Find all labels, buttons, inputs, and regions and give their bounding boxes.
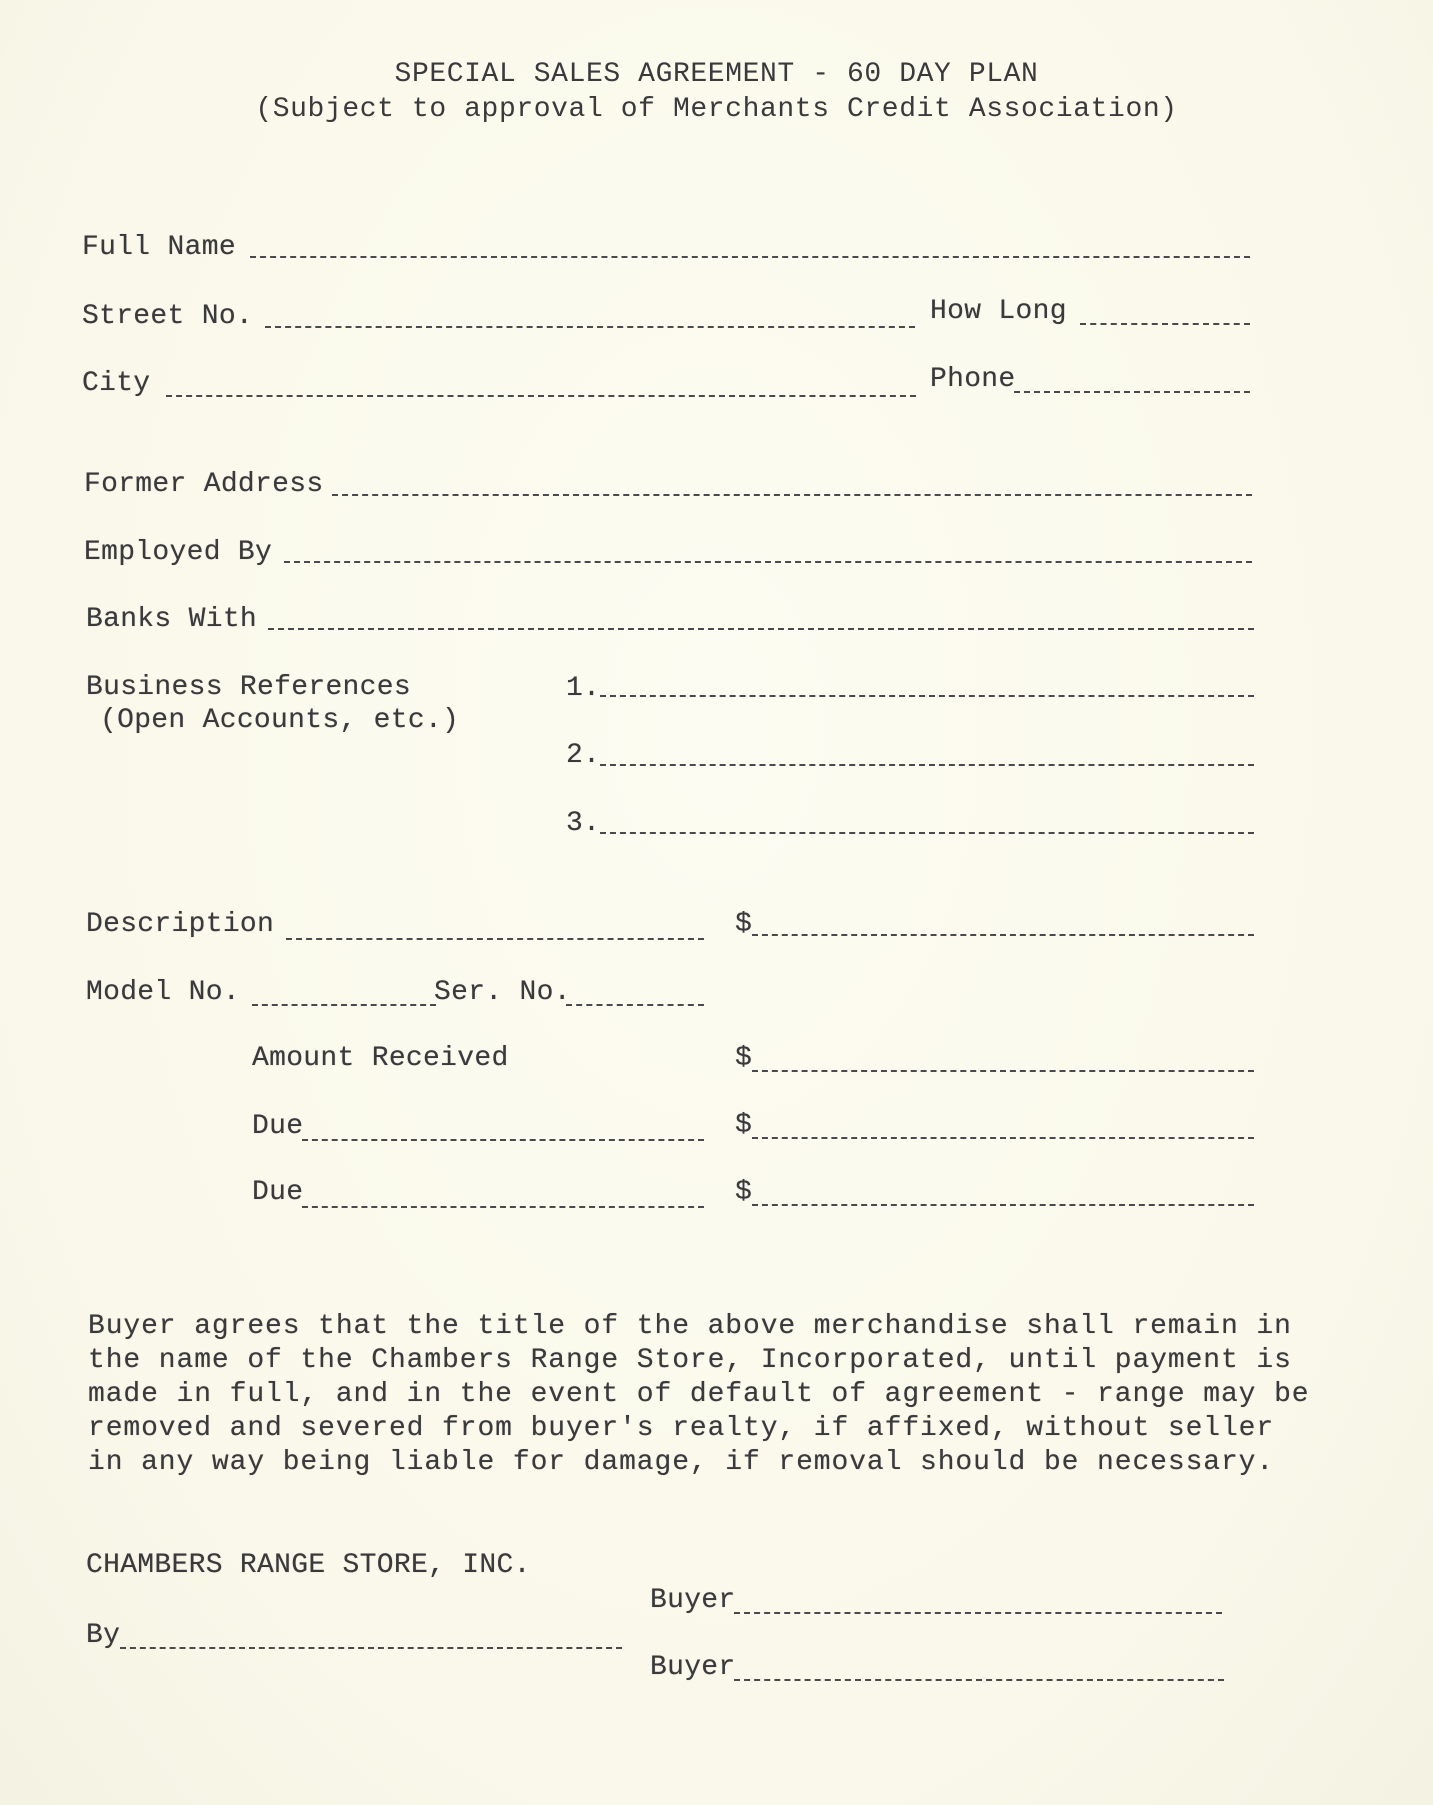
amount-received-dollar-sign: $ [735,1043,753,1074]
due-1-date-field[interactable] [302,1139,704,1141]
by-label: By [86,1620,121,1651]
due-2-dollar-sign: $ [735,1177,753,1208]
reference-1-field[interactable] [600,695,1254,697]
description-field[interactable] [286,938,704,940]
employed-by-field[interactable] [284,561,1252,563]
agreement-line: in any way being liable for damage, if removal should be necessary. [88,1447,1275,1478]
agreement-text [88,1310,1310,1480]
business-references-label: Business References [86,672,411,703]
buyer-1-label: Buyer [650,1585,736,1616]
due-1-amount-field[interactable] [752,1137,1254,1139]
ser-no-label: Ser. No. [434,977,571,1008]
open-accounts-note: (Open Accounts, etc.) [100,705,460,736]
agreement-line: removed and severed from buyer's realty, if affixed, without seller [88,1413,1275,1444]
model-no-field[interactable] [252,1004,436,1006]
due-2-amount-field[interactable] [752,1204,1254,1206]
former-address-label: Former Address [84,469,324,500]
buyer-1-signature-field[interactable] [734,1612,1222,1614]
reference-3-label: 3. [566,808,601,839]
phone-label: Phone [930,364,1016,395]
phone-field[interactable] [1014,391,1250,393]
description-amount-field[interactable] [752,934,1254,936]
street-no-label: Street No. [82,301,254,332]
city-label: City [82,368,151,399]
street-no-field[interactable] [265,326,915,328]
agreement-line: the name of the Chambers Range Store, Incorporated, until payment is [88,1345,1292,1376]
agreement-line: made in full, and in the event of default of agreement - range may be [88,1379,1310,1410]
by-signature-field[interactable] [120,1647,622,1649]
description-dollar-sign: $ [735,909,753,940]
model-no-label: Model No. [86,977,240,1008]
full-name-field[interactable] [250,256,1250,258]
ser-no-field[interactable] [566,1004,704,1006]
form-title: SPECIAL SALES AGREEMENT - 60 DAY PLAN [394,59,1039,90]
agreement-line: Buyer agrees that the title of the above merchandise shall remain in [88,1311,1292,1342]
due-1-dollar-sign: $ [735,1110,753,1141]
full-name-label: Full Name [82,232,236,263]
banks-with-field[interactable] [268,628,1254,630]
reference-2-label: 2. [566,740,601,771]
description-label: Description [86,909,275,940]
how-long-field[interactable] [1080,323,1250,325]
amount-received-field[interactable] [752,1070,1254,1072]
due-1-label: Due [252,1111,304,1142]
store-name: CHAMBERS RANGE STORE, INC. [86,1550,531,1581]
former-address-field[interactable] [332,494,1252,496]
due-2-date-field[interactable] [302,1206,704,1208]
city-field[interactable] [166,395,916,397]
reference-2-field[interactable] [600,764,1254,766]
how-long-label: How Long [930,296,1067,327]
buyer-2-label: Buyer [650,1652,736,1683]
reference-3-field[interactable] [600,832,1254,834]
banks-with-label: Banks With [86,604,258,635]
due-2-label: Due [252,1177,304,1208]
form-subtitle: (Subject to approval of Merchants Credit Association) [255,94,1178,125]
reference-1-label: 1. [566,673,601,704]
amount-received-label: Amount Received [252,1043,509,1074]
buyer-2-signature-field[interactable] [734,1679,1224,1681]
employed-by-label: Employed By [84,537,273,568]
